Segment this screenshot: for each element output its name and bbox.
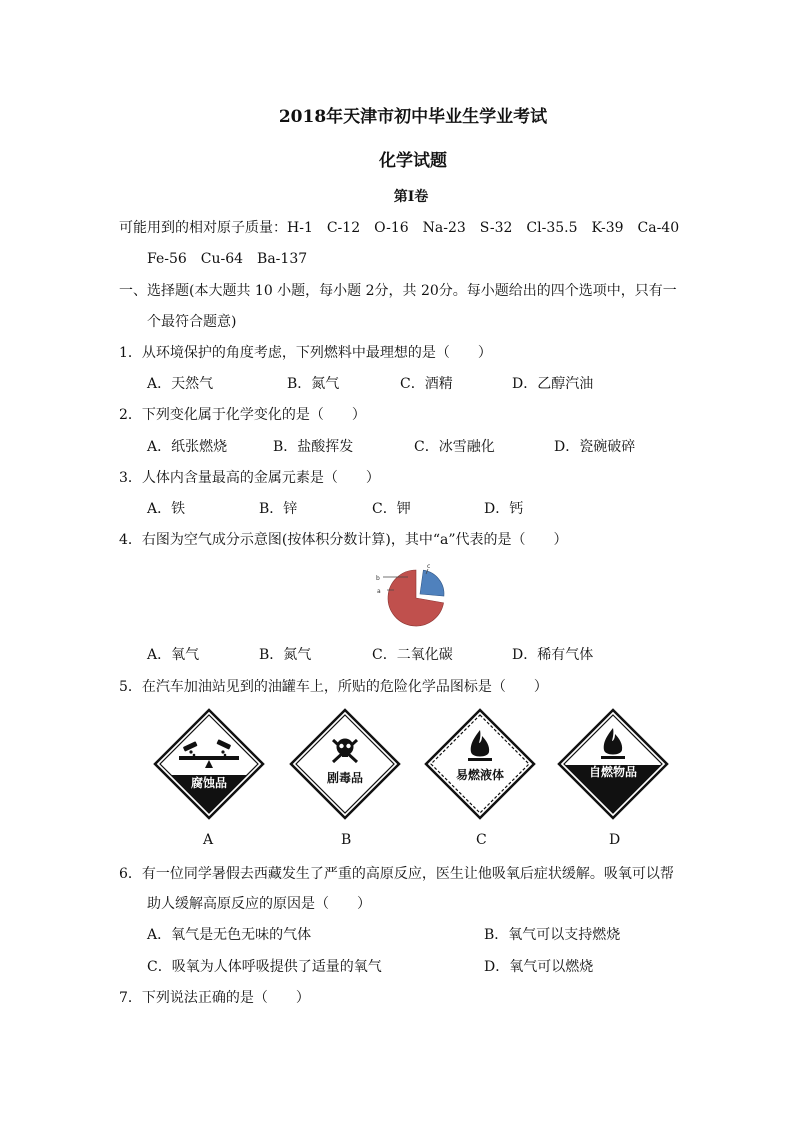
exam-title: 2018年天津市初中毕业生学业考试: [278, 107, 548, 127]
question-4-stem: 4．右图为空气成分示意图(按体积分数计算)，其中“a”代表的是（ ）: [119, 532, 568, 548]
hazard-sign-corrosive: [153, 708, 265, 820]
question-6-stem: 6．有一位同学暑假去西藏发生了严重的高原反应，医生让他吸氧后症状缓解。吸氧可以帮: [119, 866, 674, 882]
hazard-sign-flammable-liquid: [424, 708, 536, 820]
volume-label: 第Ⅰ卷: [393, 189, 429, 205]
pie-label-c: c: [427, 563, 431, 570]
pie-label-b: b: [376, 575, 380, 582]
question-7-stem: 7．下列说法正确的是（ ）: [119, 990, 310, 1006]
question-1-option-d: D．乙醇汽油: [512, 376, 594, 392]
hazard-sign-spontaneous-combustion: [557, 708, 669, 820]
question-4-option-a: A．氧气: [147, 647, 200, 663]
exam-subtitle: 化学试题: [379, 151, 447, 171]
atomic-mass-line-2: Fe-56 Cu-64 Ba-137: [147, 251, 308, 267]
question-4-option-b: B．氮气: [259, 647, 312, 663]
question-3-option-a: A．铁: [147, 501, 186, 517]
question-3-option-d: D．钙: [484, 501, 524, 517]
atomic-mass-line-1: 可能用到的相对原子质量：H-1 C-12 O-16 Na-23 S-32 Cl-35.5 K-39 Ca-40: [119, 220, 680, 236]
hazard-sign-toxic-label: 剧毒品: [326, 771, 364, 785]
hazard-sign-letter-b: B: [341, 832, 352, 848]
hazard-sign-corrosive-label: 腐蚀品: [190, 776, 228, 790]
question-3-option-c: C．钾: [372, 501, 411, 517]
question-2-option-a: A．纸张燃烧: [147, 439, 228, 455]
question-2-option-b: B．盐酸挥发: [273, 439, 354, 455]
question-1-option-a: A．天然气: [147, 376, 214, 392]
section-heading-line-1: 一、选择题(本大题共 10 小题，每小题 2分，共 20分。每小题给出的四个选项中，只有一: [119, 283, 677, 299]
hazard-sign-letter-c: C: [476, 832, 487, 848]
hazard-sign-letter-d: D: [609, 832, 621, 848]
question-6-stem-continued: 助人缓解高原反应的原因是（ ）: [147, 896, 371, 912]
question-2-stem: 2．下列变化属于化学变化的是（ ）: [119, 407, 366, 423]
section-heading-line-2: 个最符合题意): [147, 314, 237, 330]
question-1-stem: 1．从环境保护的角度考虑，下列燃料中最理想的是（ ）: [119, 345, 492, 361]
question-4-option-c: C．二氧化碳: [372, 647, 453, 663]
question-4-option-d: D．稀有气体: [512, 647, 594, 663]
question-1-option-c: C．酒精: [400, 376, 453, 392]
question-6-option-c: C．吸氧为人体呼吸提供了适量的氧气: [147, 959, 382, 975]
question-1-option-b: B．氮气: [287, 376, 340, 392]
question-3-option-b: B．锌: [259, 501, 298, 517]
hazard-sign-toxic: [289, 708, 401, 820]
pie-label-a: a: [377, 588, 381, 595]
question-6-option-b: B．氧气可以支持燃烧: [484, 927, 621, 943]
question-2-option-c: C．冰雪融化: [414, 439, 495, 455]
air-composition-pie-figure: [370, 560, 460, 640]
question-5-stem: 5．在汽车加油站见到的油罐车上，所贴的危险化学品图标是（ ）: [119, 679, 548, 695]
question-6-option-d: D．氧气可以燃烧: [484, 959, 594, 975]
pie-slice-c: [420, 570, 444, 596]
question-3-stem: 3．人体内含量最高的金属元素是（ ）: [119, 470, 380, 486]
hazard-sign-letter-a: A: [203, 832, 214, 848]
question-6-option-a: A．氧气是无色无味的气体: [147, 927, 312, 943]
hazard-sign-spontaneous-combustion-label: 自燃物品: [588, 765, 638, 779]
question-2-option-d: D．瓷碗破碎: [554, 439, 636, 455]
hazard-sign-flammable-liquid-label: 易燃液体: [455, 768, 505, 782]
